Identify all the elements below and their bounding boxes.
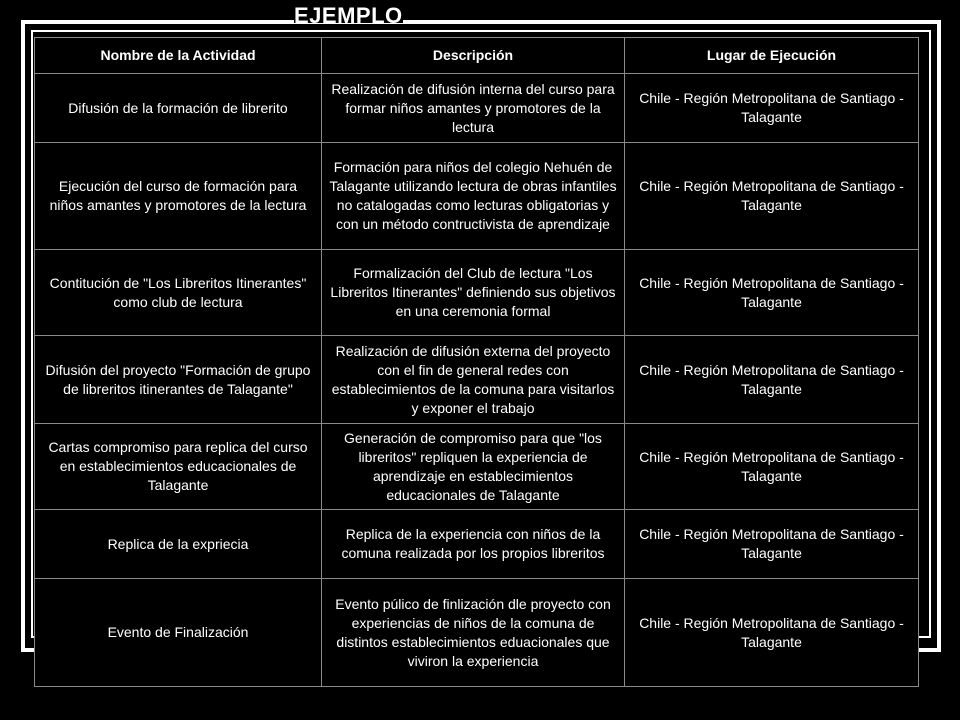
description-cell: Formación para niños del colegio Nehuén de Talagante utilizando lectura de obras infantiles no catalogadas como lecturas obligatorias y con un método contructivista de aprendizaje [322, 143, 625, 250]
activity-name-cell: Evento de Finalización [35, 579, 322, 687]
place-cell: Chile - Región Metropolitana de Santiago - Talagante [625, 579, 919, 687]
place-cell: Chile - Región Metropolitana de Santiago - Talagante [625, 250, 919, 336]
activities-table [34, 37, 919, 687]
place-cell: Chile - Región Metropolitana de Santiago - Talagante [625, 510, 919, 579]
description-cell: Generación de compromiso para que "los libreritos" repliquen la experiencia de aprendizaje en establecimientos educacionales de Talagante [322, 424, 625, 510]
table-row [35, 143, 919, 250]
table-row [35, 510, 919, 579]
place-cell: Chile - Región Metropolitana de Santiago - Talagante [625, 74, 919, 143]
header-description: Descripción [322, 38, 625, 74]
activity-name-cell: Contitución de "Los Libreritos Itinerantes" como club de lectura [35, 250, 322, 336]
description-cell: Realización de difusión externa del proyecto con el fin de general redes con establecimientos de la comuna para visitarlos y exponer el trabajo [322, 336, 625, 424]
place-cell: Chile - Región Metropolitana de Santiago - Talagante [625, 336, 919, 424]
table-row [35, 74, 919, 143]
description-cell: Formalización del Club de lectura "Los Libreritos Itinerantes" definiendo sus objetivos en una ceremonia formal [322, 250, 625, 336]
header-place: Lugar de Ejecución [625, 38, 919, 74]
place-cell: Chile - Región Metropolitana de Santiago - Talagante [625, 424, 919, 510]
table-row [35, 336, 919, 424]
header-activity-name: Nombre de la Actividad [35, 38, 322, 74]
activity-name-cell: Replica de la expriecia [35, 510, 322, 579]
table-header-row [35, 38, 919, 74]
table-row [35, 250, 919, 336]
description-cell: Replica de la experiencia con niños de la comuna realizada por los propios libreritos [322, 510, 625, 579]
place-cell: Chile - Región Metropolitana de Santiago - Talagante [625, 143, 919, 250]
activity-name-cell: Cartas compromiso para replica del curso en establecimientos educacionales de Talagante [35, 424, 322, 510]
activity-name-cell: Ejecución del curso de formación para niños amantes y promotores de la lectura [35, 143, 322, 250]
table-row [35, 424, 919, 510]
description-cell: Evento púlico de finlización dle proyecto con experiencias de niños de la comuna de distintos establecimientos eduacionales que viviron la experiencia [322, 579, 625, 687]
activity-name-cell: Difusión de la formación de librerito [35, 74, 322, 143]
table-row [35, 579, 919, 687]
slide-title: EJEMPLO [294, 3, 403, 23]
description-cell: Realización de difusión interna del curso para formar niños amantes y promotores de la lectura [322, 74, 625, 143]
activity-name-cell: Difusión del proyecto "Formación de grupo de libreritos itinerantes de Talagante" [35, 336, 322, 424]
